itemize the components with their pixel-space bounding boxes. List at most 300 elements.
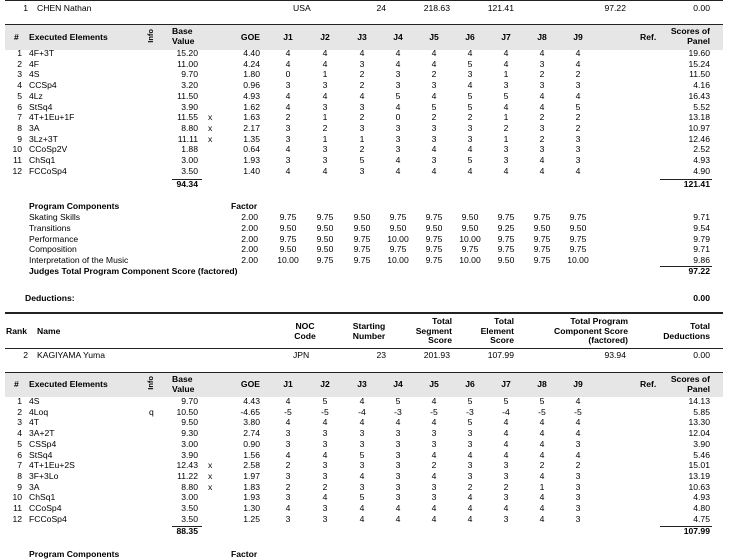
- total-segment-score: 218.63: [423, 3, 450, 13]
- judge-mark-j3: 3: [359, 438, 365, 449]
- judge-mark-j4: 3: [395, 428, 401, 439]
- judge-header-j6: J6: [465, 32, 475, 42]
- element-goe: 4.43: [243, 396, 260, 406]
- judge-mark-j2: 4: [322, 449, 328, 460]
- pc-judge-mark-j4: 9.50: [389, 222, 407, 233]
- judge-mark-j7: 3: [503, 492, 509, 503]
- judge-mark-j4: 4: [395, 101, 401, 112]
- judge-mark-j8: 1: [539, 481, 545, 492]
- rank-header: Rank: [6, 326, 28, 336]
- judge-mark-j7: 5: [503, 90, 509, 101]
- judge-mark-j4: 3: [395, 80, 401, 91]
- judge-mark-j6: 4: [467, 449, 473, 460]
- pc-judge-mark-j8: 9.75: [533, 212, 551, 222]
- element-name: 4F+3T: [29, 48, 55, 58]
- judge-mark-j9: 3: [575, 438, 581, 449]
- element-panel-score: 12.46: [688, 133, 710, 144]
- judge-mark-j1: -5: [284, 406, 292, 417]
- pc-factor: 2.00: [241, 222, 258, 233]
- judge-mark-j5: 4: [431, 144, 437, 155]
- element-name: CCSp4: [29, 80, 57, 91]
- element-goe: 1.93: [243, 492, 260, 503]
- element-number: 11: [13, 503, 22, 513]
- judge-mark-j2: 1: [322, 112, 328, 123]
- element-name: 3Lz+3T: [29, 133, 58, 144]
- judge-mark-j4: 4: [395, 155, 401, 165]
- base-total: 88.35: [176, 526, 198, 536]
- judge-mark-j6: 4: [467, 165, 473, 176]
- num-header: #: [14, 32, 19, 42]
- judge-mark-j2: -5: [321, 406, 329, 417]
- judge-mark-j1: 4: [285, 449, 291, 460]
- element-name: 4Loq: [29, 406, 49, 417]
- judge-mark-j9: 4: [575, 165, 581, 176]
- judge-mark-j5: 5: [431, 101, 437, 112]
- judge-mark-j6: 3: [467, 470, 473, 481]
- num-header: #: [14, 379, 19, 389]
- judge-mark-j2: 1: [322, 133, 328, 144]
- ref-header: Ref.: [640, 32, 657, 42]
- judge-mark-j8: 4: [539, 492, 545, 503]
- judge-mark-j1: 4: [285, 90, 291, 101]
- pc-judge-mark-j9: 10.00: [567, 255, 589, 266]
- judge-mark-j1: 3: [285, 122, 291, 133]
- judge-mark-j7: 4: [503, 438, 509, 449]
- judge-mark-j8: 4: [539, 513, 545, 524]
- element-goe: 4.40: [243, 48, 260, 58]
- deductions-header: Total Deductions: [663, 321, 710, 341]
- elements-total-row-1: [0, 179, 730, 190]
- element-base-value: 15.20: [176, 48, 198, 58]
- pc-judge-mark-j9: 9.75: [569, 244, 587, 255]
- judge-header-j5: J5: [429, 32, 439, 42]
- judge-mark-j6: 2: [467, 481, 473, 492]
- pc-factor: 2.00: [241, 233, 258, 244]
- judge-header-j7: J7: [501, 379, 511, 389]
- pc-judge-mark-j5: 9.75: [425, 233, 443, 244]
- starting-number: 24: [376, 3, 386, 13]
- judge-mark-j5: 4: [431, 513, 437, 524]
- element-goe: 2.58: [243, 460, 260, 471]
- starting-number: 23: [376, 350, 386, 360]
- elements-header-2: [0, 374, 730, 398]
- judge-mark-j8: 3: [539, 58, 545, 69]
- judge-mark-j2: 4: [322, 165, 328, 176]
- judge-mark-j1: 3: [285, 155, 291, 165]
- element-number: 7: [17, 112, 22, 123]
- judge-mark-j7: 3: [503, 144, 509, 155]
- base-total: 94.34: [176, 179, 198, 189]
- judge-mark-j5: 4: [431, 417, 437, 428]
- element-base-value: 11.50: [177, 90, 198, 101]
- judge-mark-j3: 3: [359, 460, 365, 471]
- element-number: 7: [17, 460, 22, 471]
- judge-mark-j7: 4: [503, 58, 509, 69]
- element-name: StSq4: [29, 449, 53, 460]
- element-panel-score: 11.50: [689, 69, 710, 80]
- judge-mark-j1: 3: [285, 80, 291, 91]
- judge-mark-j1: 3: [285, 438, 291, 449]
- judge-mark-j2: 4: [322, 90, 328, 101]
- judge-mark-j5: 4: [431, 503, 437, 513]
- element-panel-score: 5.46: [693, 449, 710, 460]
- element-number: 8: [17, 122, 22, 133]
- element-name: 4S: [29, 69, 40, 80]
- pc-row: [0, 255, 730, 266]
- judge-mark-j8: 2: [539, 69, 545, 80]
- judge-mark-j8: 4: [539, 449, 545, 460]
- judge-mark-j3: 3: [359, 122, 365, 133]
- judge-header-j3: J3: [357, 32, 367, 42]
- judge-mark-j4: 4: [395, 513, 401, 524]
- judge-mark-j2: 2: [322, 122, 328, 133]
- element-base-value: 3.50: [181, 165, 198, 176]
- element-bonus-mark: x: [208, 470, 213, 481]
- judge-mark-j3: 3: [359, 101, 365, 112]
- info-header: Info: [146, 29, 155, 43]
- judge-mark-j9: 3: [575, 133, 581, 144]
- judge-mark-j1: 4: [285, 503, 291, 513]
- pc-judge-mark-j6: 9.50: [461, 222, 479, 233]
- pc-judge-mark-j9: 9.50: [569, 222, 587, 233]
- pc-judge-mark-j6: 9.50: [461, 212, 479, 222]
- element-name: StSq4: [29, 101, 53, 112]
- judge-mark-j8: 2: [539, 460, 545, 471]
- judge-mark-j6: 3: [467, 133, 473, 144]
- judge-mark-j8: 4: [539, 438, 545, 449]
- element-number: 4: [17, 80, 22, 91]
- pc-name: Transitions: [29, 222, 71, 233]
- judge-mark-j4: 3: [395, 122, 401, 133]
- judge-mark-j4: 3: [395, 144, 401, 155]
- judge-mark-j5: 4: [431, 48, 437, 58]
- total-element-score: 121.41: [487, 3, 514, 13]
- pc-name: Skating Skills: [29, 212, 81, 222]
- judge-mark-j2: 5: [322, 396, 328, 406]
- element-number: 6: [17, 101, 22, 112]
- judge-mark-j8: 4: [539, 165, 545, 176]
- judge-mark-j5: 3: [431, 481, 437, 492]
- judge-mark-j2: 4: [322, 58, 328, 69]
- pc-judge-mark-j9: 9.75: [569, 212, 587, 222]
- pc-judge-mark-j4: 9.75: [389, 244, 407, 255]
- judge-mark-j2: 3: [322, 80, 328, 91]
- pc-header-2: [0, 549, 730, 560]
- base-header: Base Value: [172, 26, 195, 46]
- element-bonus-mark: x: [208, 133, 213, 144]
- pc-name: Composition: [29, 244, 77, 255]
- judge-header-j2: J2: [320, 32, 330, 42]
- judge-mark-j4: 4: [395, 48, 401, 58]
- judge-mark-j2: 3: [322, 101, 328, 112]
- element-goe: 2.17: [243, 122, 260, 133]
- rank: 1: [23, 3, 28, 13]
- element-number: 1: [17, 396, 22, 406]
- judge-mark-j4: 3: [395, 492, 401, 503]
- element-base-value: 1.88: [181, 144, 198, 155]
- judge-mark-j9: 2: [575, 69, 581, 80]
- element-row: [0, 450, 730, 461]
- element-goe: 1.62: [243, 101, 260, 112]
- element-row: [0, 503, 730, 514]
- judge-mark-j6: 4: [467, 144, 473, 155]
- judge-header-j8: J8: [537, 379, 547, 389]
- judge-mark-j6: -3: [466, 406, 474, 417]
- judge-mark-j1: 3: [285, 470, 291, 481]
- judge-mark-j7: 3: [503, 513, 509, 524]
- judge-mark-j7: 4: [503, 449, 509, 460]
- element-number: 2: [17, 58, 22, 69]
- pc-row: [0, 244, 730, 255]
- pc-factor: 2.00: [241, 244, 258, 255]
- judge-mark-j8: 2: [539, 112, 545, 123]
- judge-mark-j9: 4: [575, 449, 581, 460]
- pc-judge-mark-j6: 10.00: [459, 233, 481, 244]
- judge-mark-j9: 4: [575, 58, 581, 69]
- element-goe: 1.93: [243, 155, 260, 165]
- pc-judge-mark-j8: 9.75: [533, 233, 551, 244]
- judge-mark-j3: 2: [359, 69, 365, 80]
- skater-name: CHEN Nathan: [37, 3, 92, 13]
- element-panel-score: 4.90: [693, 165, 710, 176]
- judge-header-j9: J9: [573, 32, 583, 42]
- judge-mark-j3: 3: [359, 428, 365, 439]
- judge-mark-j9: 3: [575, 80, 581, 91]
- element-row: [0, 439, 730, 450]
- element-panel-score: 3.90: [693, 438, 710, 449]
- judge-mark-j4: 0: [395, 112, 401, 123]
- judge-mark-j1: 4: [285, 165, 291, 176]
- element-info: q: [149, 406, 154, 417]
- scores-of-panel-header: Scores of Panel: [670, 374, 710, 394]
- element-panel-score: 13.30: [688, 417, 710, 428]
- judge-mark-j5: 4: [431, 396, 437, 406]
- judge-mark-j8: 3: [539, 122, 545, 133]
- judge-mark-j6: 5: [467, 90, 473, 101]
- judge-mark-j6: 5: [467, 58, 473, 69]
- element-base-value: 3.50: [181, 503, 198, 513]
- deductions-row-1: [0, 293, 730, 304]
- element-panel-score: 14.13: [688, 396, 710, 406]
- pc-judge-mark-j5: 9.75: [425, 244, 443, 255]
- element-goe: 1.35: [243, 133, 260, 144]
- judge-mark-j5: 4: [431, 165, 437, 176]
- judge-header-j7: J7: [501, 32, 511, 42]
- judge-mark-j8: 4: [539, 48, 545, 58]
- element-bonus-mark: x: [208, 122, 213, 133]
- element-goe: 1.83: [243, 481, 260, 492]
- element-name: ChSq1: [29, 492, 56, 503]
- element-row: [0, 428, 730, 439]
- element-panel-score: 4.16: [693, 80, 710, 91]
- judge-mark-j3: 1: [359, 133, 365, 144]
- judge-mark-j1: 4: [285, 144, 291, 155]
- pc-judge-mark-j6: 9.75: [461, 244, 479, 255]
- pc-panel-score: 9.71: [693, 244, 710, 255]
- judge-mark-j2: 3: [322, 503, 328, 513]
- pc-row: [0, 223, 730, 234]
- pc-judge-mark-j2: 9.75: [316, 255, 334, 266]
- element-name: ChSq1: [29, 155, 56, 165]
- judge-mark-j8: 3: [539, 80, 545, 91]
- element-goe: 1.56: [243, 449, 260, 460]
- pc-panel-score: 9.79: [693, 233, 710, 244]
- judge-mark-j5: 3: [431, 492, 437, 503]
- total-segment-score: 201.93: [423, 350, 450, 360]
- judge-mark-j5: 4: [431, 90, 437, 101]
- element-base-value: 3.50: [181, 513, 198, 524]
- judge-mark-j9: 3: [575, 155, 581, 165]
- element-base-value: 11.55: [177, 112, 198, 123]
- judge-mark-j8: 2: [539, 133, 545, 144]
- judge-mark-j3: 4: [359, 48, 365, 58]
- judge-mark-j2: 2: [322, 481, 328, 492]
- judge-mark-j7: 4: [503, 428, 509, 439]
- judge-mark-j7: 2: [503, 481, 509, 492]
- judge-mark-j1: 2: [285, 112, 291, 123]
- judge-header-j1: J1: [283, 32, 293, 42]
- judge-mark-j1: 4: [285, 48, 291, 58]
- element-name: CCoSp2V: [29, 144, 68, 155]
- judge-mark-j1: 4: [285, 417, 291, 428]
- element-goe: 1.30: [243, 503, 260, 513]
- judge-header-j4: J4: [393, 32, 403, 42]
- total-element-score: 107.99: [487, 350, 514, 360]
- judge-mark-j2: 3: [322, 460, 328, 471]
- pc-judge-mark-j7: 9.50: [497, 255, 515, 266]
- judge-mark-j7: 2: [503, 122, 509, 133]
- element-base-value: 11.22: [177, 470, 198, 481]
- element-goe: 1.80: [243, 69, 260, 80]
- element-name: 4Lz: [29, 90, 43, 101]
- executed-elements-header: Executed Elements: [29, 379, 108, 389]
- judge-mark-j3: 4: [359, 90, 365, 101]
- judge-mark-j7: 5: [503, 396, 509, 406]
- rank: 2: [23, 350, 28, 360]
- pcs-header: Total Program Component Score (factored): [553, 316, 628, 345]
- judge-header-j5: J5: [429, 379, 439, 389]
- element-base-value: 11.00: [177, 58, 198, 69]
- skater-name: KAGIYAMA Yuma: [37, 350, 105, 360]
- element-goe: 1.97: [243, 470, 260, 481]
- judge-mark-j4: 3: [395, 133, 401, 144]
- judge-mark-j5: 2: [431, 112, 437, 123]
- starting-number-header: Starting Number: [352, 321, 386, 341]
- element-name: 4T: [29, 417, 40, 428]
- element-row: [0, 492, 730, 503]
- skater1-summary-row: [0, 3, 730, 14]
- judge-mark-j6: 5: [467, 101, 473, 112]
- judge-mark-j6: 5: [467, 396, 473, 406]
- judge-mark-j9: 2: [575, 460, 581, 471]
- element-base-value: 9.70: [181, 69, 198, 80]
- element-panel-score: 19.60: [688, 48, 710, 58]
- skater2-summary-row: [0, 350, 730, 361]
- pc-judge-mark-j5: 9.50: [425, 222, 443, 233]
- pc-judge-mark-j1: 9.50: [279, 244, 297, 255]
- element-name: 3F+3Lo: [29, 470, 59, 481]
- element-goe: 1.25: [243, 513, 260, 524]
- judge-mark-j4: 3: [395, 460, 401, 471]
- element-goe: 4.93: [243, 90, 260, 101]
- pc-total: 97.22: [688, 266, 710, 276]
- element-base-value: 8.80: [181, 481, 198, 492]
- element-row: [0, 80, 730, 91]
- element-panel-score: 4.93: [693, 492, 710, 503]
- element-row: [0, 69, 730, 80]
- judge-mark-j5: 4: [431, 470, 437, 481]
- pc-judge-mark-j4: 9.75: [389, 212, 407, 222]
- element-name: 3A: [29, 481, 40, 492]
- pc-judge-mark-j5: 9.75: [425, 212, 443, 222]
- pc-judge-mark-j7: 9.25: [497, 222, 515, 233]
- pc-judge-mark-j1: 10.00: [277, 255, 299, 266]
- judge-mark-j1: 3: [285, 513, 291, 524]
- judge-mark-j8: 4: [539, 101, 545, 112]
- judge-mark-j9: 3: [575, 503, 581, 513]
- pc-judge-mark-j4: 10.00: [387, 233, 409, 244]
- element-number: 6: [17, 449, 22, 460]
- element-bonus-mark: x: [208, 460, 213, 471]
- pc-judge-mark-j8: 9.50: [533, 222, 551, 233]
- element-name: FCCoSp4: [29, 513, 67, 524]
- pc-judge-mark-j4: 10.00: [387, 255, 409, 266]
- pc-title: Program Components: [29, 201, 120, 211]
- judge-mark-j9: -5: [574, 406, 582, 417]
- element-goe: -4.65: [240, 406, 260, 417]
- judge-mark-j9: 4: [575, 396, 581, 406]
- name-header: Name: [37, 326, 61, 336]
- element-row: [0, 112, 730, 123]
- judge-mark-j9: 2: [575, 122, 581, 133]
- element-row: [0, 91, 730, 102]
- judge-mark-j8: 4: [539, 417, 545, 428]
- judge-mark-j2: 3: [322, 513, 328, 524]
- pc-judge-mark-j2: 9.75: [316, 212, 334, 222]
- pc-total-row-1: [0, 266, 730, 277]
- pc-panel-score: 9.71: [693, 212, 710, 222]
- judge-mark-j3: 2: [359, 112, 365, 123]
- pc-judge-mark-j3: 9.50: [353, 222, 371, 233]
- judge-mark-j8: 5: [539, 396, 545, 406]
- judge-mark-j9: 3: [575, 492, 581, 503]
- judge-mark-j5: 3: [431, 122, 437, 133]
- judge-mark-j9: 4: [575, 428, 581, 439]
- noc-header: NOC Code: [294, 321, 316, 341]
- judges-total-label: Judges Total Program Component Score (factored): [29, 266, 238, 276]
- element-number: 4: [17, 428, 22, 439]
- judge-mark-j8: 4: [539, 503, 545, 513]
- pc-factor: 2.00: [241, 255, 258, 266]
- judge-mark-j4: -3: [394, 406, 402, 417]
- judge-mark-j2: 4: [322, 417, 328, 428]
- judge-mark-j3: 4: [359, 396, 365, 406]
- judge-mark-j6: 3: [467, 69, 473, 80]
- element-name: 3A+2T: [29, 428, 55, 439]
- pc-panel-score: 9.54: [693, 222, 710, 233]
- elements-header-1: [0, 26, 730, 50]
- judge-mark-j3: 3: [359, 481, 365, 492]
- pc-judge-mark-j7: 9.75: [497, 212, 515, 222]
- judge-mark-j3: 4: [359, 417, 365, 428]
- judge-mark-j3: 5: [359, 449, 365, 460]
- ref-header: Ref.: [640, 379, 657, 389]
- element-panel-score: 5.85: [693, 406, 710, 417]
- element-number: 9: [17, 481, 22, 492]
- element-number: 5: [17, 90, 22, 101]
- judge-mark-j1: 4: [285, 101, 291, 112]
- element-base-value: 10.50: [176, 406, 198, 417]
